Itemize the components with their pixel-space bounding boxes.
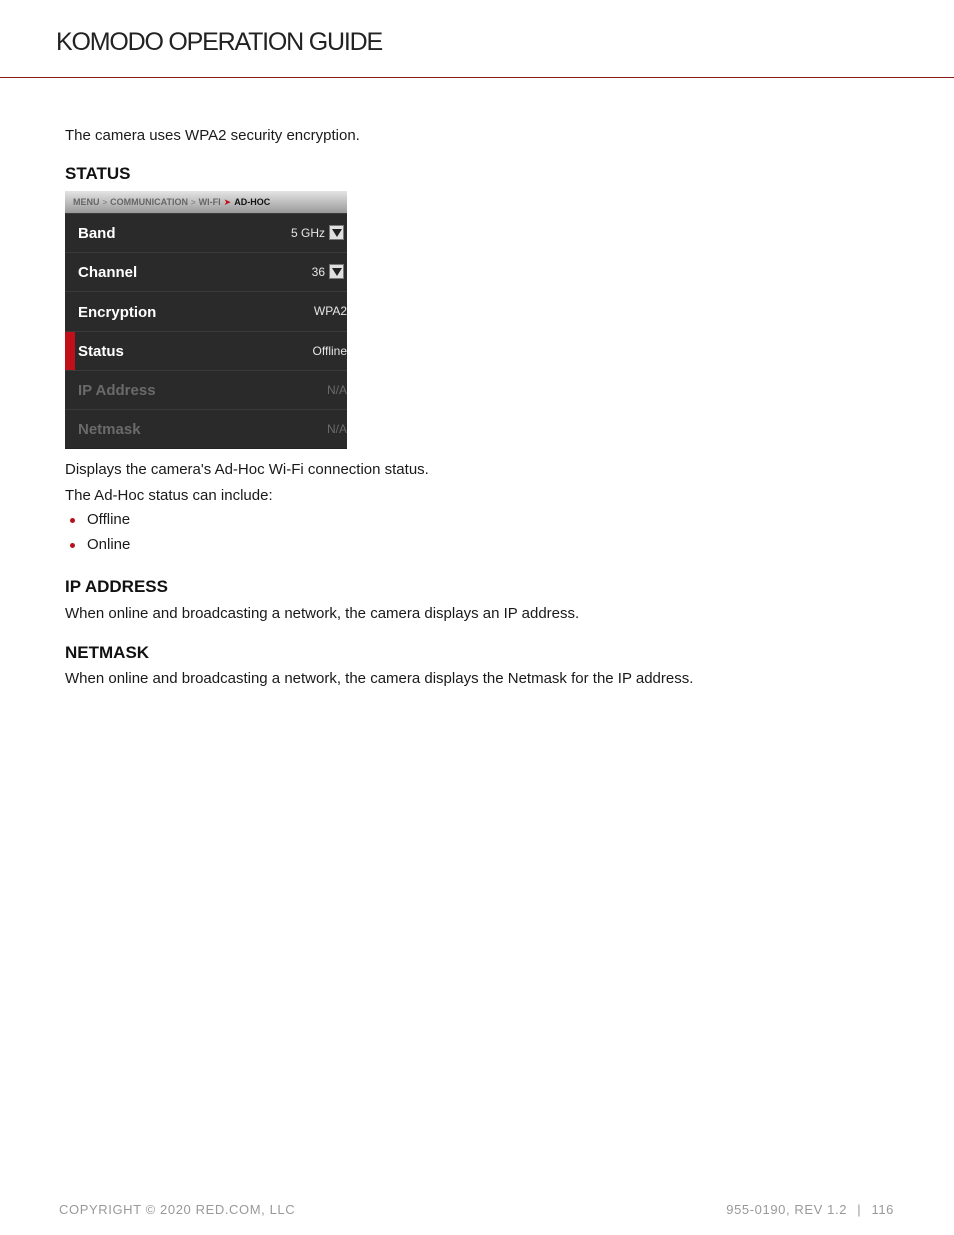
breadcrumb-adhoc: AD-HOC (234, 197, 271, 207)
bullet-text: Online (87, 536, 131, 553)
netmask-label: Netmask (78, 421, 141, 438)
footer-doc-rev: 955-0190, REV 1.2 (726, 1202, 848, 1217)
dropdown-arrow-icon (329, 225, 344, 240)
footer-page-info (726, 1202, 894, 1217)
breadcrumb-separator-icon: > (191, 197, 196, 207)
dropdown-arrow-icon (329, 264, 344, 279)
status-description: Displays the camera's Ad-Hoc Wi-Fi connection status. (65, 461, 429, 478)
menu-row-netmask (65, 409, 347, 448)
bullet-icon (70, 518, 75, 523)
breadcrumb-wifi: WI-FI (198, 197, 221, 207)
guide-title: KOMODO OPERATION GUIDE (56, 28, 382, 56)
netmask-heading: NETMASK (65, 643, 150, 662)
channel-value: 36 (311, 265, 325, 279)
menu-row-band (65, 213, 347, 252)
menu-breadcrumb (65, 191, 347, 213)
footer-page-number: 116 (871, 1202, 894, 1217)
menu-row-ip-address (65, 370, 347, 409)
band-value: 5 GHz (290, 226, 325, 240)
ip-address-value: N/A (326, 383, 347, 397)
camera-menu-screenshot (65, 191, 347, 449)
breadcrumb-communication: COMMUNICATION (110, 197, 188, 207)
intro-text: The camera uses WPA2 security encryption. (65, 127, 360, 144)
breadcrumb-menu: MENU (73, 197, 100, 207)
menu-row-channel (65, 252, 347, 291)
channel-label: Channel (78, 264, 138, 281)
status-label: Status (78, 343, 124, 360)
footer-copyright: COPYRIGHT © 2020 RED.COM, LLC (59, 1202, 296, 1217)
breadcrumb-separator-icon: > (102, 197, 108, 207)
encryption-label: Encryption (78, 304, 157, 321)
ip-address-heading: IP ADDRESS (65, 577, 168, 596)
bullet-icon (70, 543, 75, 548)
band-label: Band (78, 225, 116, 242)
footer-separator: | (857, 1202, 862, 1217)
ip-address-text: When online and broadcasting a network, the camera displays an IP address. (65, 605, 580, 622)
encryption-value: WPA2 (313, 304, 347, 318)
page-header (0, 0, 954, 78)
status-value: Offline (312, 344, 347, 358)
menu-row-encryption (65, 291, 347, 331)
netmask-value: N/A (326, 422, 347, 436)
status-heading: STATUS (65, 164, 131, 183)
menu-row-status (65, 331, 347, 370)
netmask-text: When online and broadcasting a network, the camera displays the Netmask for the IP address. (65, 670, 694, 687)
breadcrumb-current-arrow-icon: ➤ (223, 196, 232, 207)
selection-indicator (65, 332, 75, 370)
ip-address-label: IP Address (78, 382, 156, 399)
bullet-text: Offline (87, 511, 131, 528)
status-include-text: The Ad-Hoc status can include: (65, 487, 273, 504)
